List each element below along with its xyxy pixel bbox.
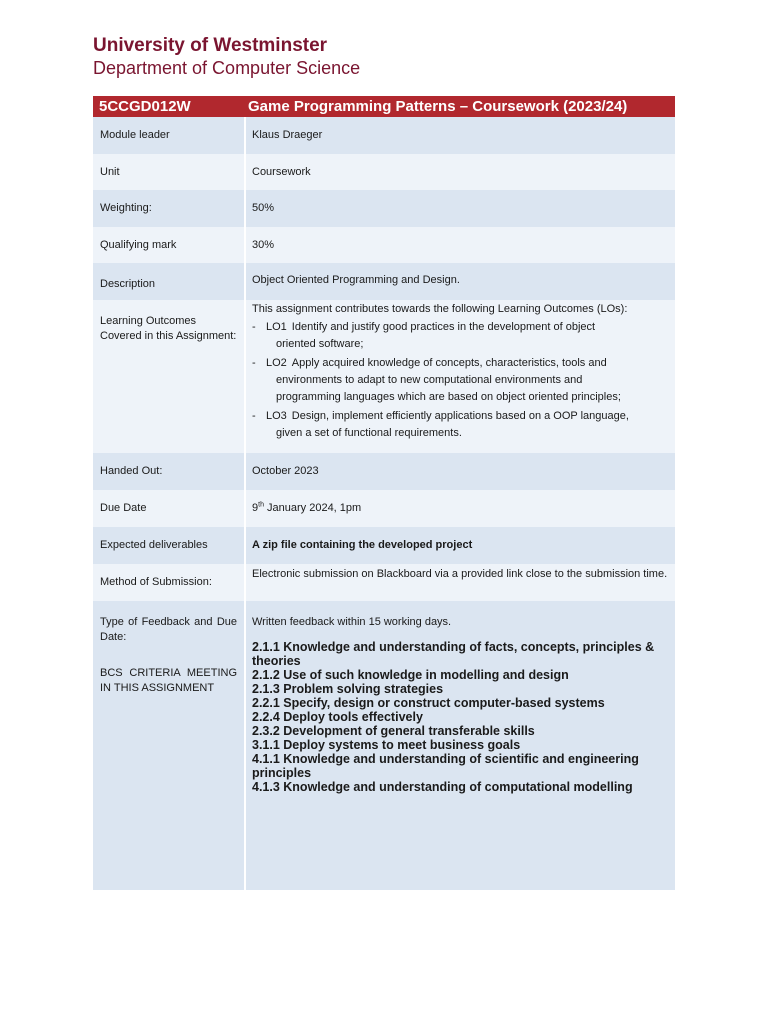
label-unit: Unit	[93, 154, 246, 190]
value-unit: Coursework	[246, 154, 675, 190]
lo-text: Design, implement efficiently applications based on a OOP language,	[291, 410, 629, 422]
bullet-dash: -	[252, 357, 256, 369]
bcs-criterion: 2.1.1 Knowledge and understanding of facts, concepts, principles & theories	[252, 640, 655, 668]
lo-text-continued: given a set of functional requirements.	[276, 427, 462, 439]
lo-text-continued: programming languages which are based on object oriented principles;	[276, 391, 621, 403]
bcs-criterion: 4.1.3 Knowledge and understanding of computational modelling	[252, 780, 633, 794]
lo-text: Apply acquired knowledge of concepts, characteristics, tools and	[291, 357, 607, 369]
row-deliverables	[93, 527, 675, 564]
list-item-lo1	[252, 319, 668, 353]
row-weighting	[93, 190, 675, 227]
learning-outcomes-intro: This assignment contributes towards the following Learning Outcomes (LOs):	[252, 303, 628, 315]
lo-code: LO3	[266, 410, 287, 422]
value-due-date	[246, 490, 675, 527]
due-day: 9	[252, 502, 259, 514]
label-qualifying-mark: Qualifying mark	[93, 227, 246, 263]
document-header	[93, 34, 360, 80]
lo-text: Identify and justify good practices in the development of object	[291, 321, 596, 333]
label-deliverables: Expected deliverables	[93, 527, 246, 564]
bcs-criterion: 2.3.2 Development of general transferable skills	[252, 724, 535, 738]
label-feedback: Type of Feedback and Due Date:	[100, 616, 237, 643]
value-feedback: Written feedback within 15 working days.	[252, 616, 452, 628]
row-unit	[93, 154, 675, 190]
row-submission	[93, 564, 675, 601]
bcs-criteria-list	[252, 640, 668, 794]
label-column-feedback-bcs	[93, 601, 246, 890]
row-due-date	[93, 490, 675, 527]
label-due-date: Due Date	[93, 490, 246, 527]
bcs-criterion: 2.2.1 Specify, design or construct computer-based systems	[252, 696, 605, 710]
value-learning-outcomes	[246, 300, 675, 453]
lo-code: LO1	[266, 321, 287, 333]
label-learning-outcomes: Learning Outcomes Covered in this Assignment:	[93, 300, 246, 453]
label-bcs-criteria: BCS CRITERIA MEETING IN THIS ASSIGNMENT	[100, 667, 237, 694]
bcs-criterion: 2.1.2 Use of such knowledge in modelling and design	[252, 668, 569, 682]
due-rest: January 2024, 1pm	[263, 502, 362, 514]
module-title: Game Programming Patterns – Coursework (2023/24)	[248, 98, 628, 115]
department-name: Department of Computer Science	[93, 58, 361, 78]
value-deliverables: A zip file containing the developed project	[246, 527, 675, 564]
lo-text-continued: environments to adapt to new computational environments and	[276, 374, 583, 386]
bcs-criterion: 2.1.3 Problem solving strategies	[252, 682, 444, 696]
value-description: Object Oriented Programming and Design.	[246, 263, 675, 300]
university-name: University of Westminster	[93, 35, 328, 56]
module-title-bar	[93, 96, 675, 117]
label-handed-out: Handed Out:	[93, 453, 246, 490]
lo-code: LO2	[266, 357, 287, 369]
bcs-criterion: 3.1.1 Deploy systems to meet business goals	[252, 738, 521, 752]
lo-text-continued: oriented software;	[276, 338, 364, 350]
bullet-dash: -	[252, 321, 256, 333]
module-code: 5CCGD012W	[99, 98, 191, 115]
coursework-info-table	[93, 96, 675, 890]
due-day-suffix: th	[258, 501, 264, 509]
bcs-criterion: 4.1.1 Knowledge and understanding of scientific and engineering principles	[252, 752, 639, 780]
row-module-leader	[93, 117, 675, 154]
label-description: Description	[93, 263, 246, 300]
bcs-criterion: 2.2.4 Deploy tools effectively	[252, 710, 423, 724]
row-handed-out	[93, 453, 675, 490]
value-column-feedback-bcs	[246, 601, 675, 890]
list-item-lo2	[252, 355, 668, 406]
value-weighting: 50%	[246, 190, 675, 227]
label-submission: Method of Submission:	[93, 564, 246, 601]
row-qualifying-mark	[93, 227, 675, 263]
row-description	[93, 263, 675, 300]
list-item-lo3	[252, 408, 668, 442]
bullet-dash: -	[252, 410, 256, 422]
label-weighting: Weighting:	[93, 190, 246, 227]
value-handed-out: October 2023	[246, 453, 675, 490]
row-learning-outcomes	[93, 300, 675, 453]
row-feedback-bcs	[93, 601, 675, 890]
label-module-leader: Module leader	[93, 117, 246, 154]
value-module-leader: Klaus Draeger	[246, 117, 675, 154]
value-qualifying-mark: 30%	[246, 227, 675, 263]
value-submission: Electronic submission on Blackboard via a provided link close to the submission time.	[246, 564, 675, 601]
